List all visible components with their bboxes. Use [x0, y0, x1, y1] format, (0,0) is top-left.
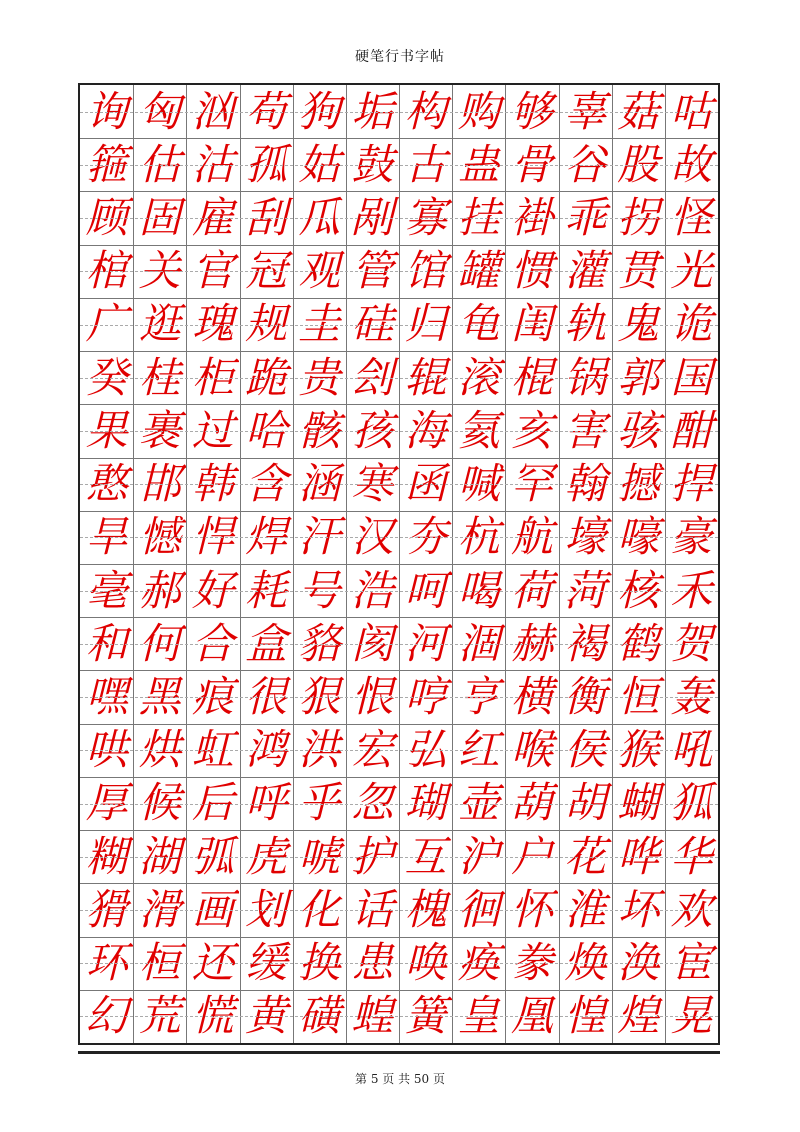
glyph-cell: 还: [191, 938, 234, 988]
glyph-cell: 轰: [670, 672, 713, 722]
glyph-cell: 滑: [138, 884, 181, 934]
glyph-cell: 浩: [351, 565, 394, 615]
glyph-cell: 贵: [298, 352, 341, 402]
row-guide: [80, 112, 718, 113]
glyph-cell: 哼: [404, 672, 447, 722]
glyph-cell: 欢: [670, 884, 713, 934]
glyph-cell: 关: [138, 246, 181, 296]
glyph-cell: 灌: [564, 246, 607, 296]
glyph-cell: 贺: [670, 618, 713, 668]
glyph-cell: 瑰: [191, 299, 234, 349]
glyph-cell: 涵: [298, 459, 341, 509]
glyph-cell: 呵: [404, 565, 447, 615]
row-rule: [80, 138, 718, 139]
row-guide: [80, 910, 718, 911]
glyph-cell: 乖: [564, 193, 607, 243]
glyph-cell: 广: [85, 299, 128, 349]
glyph-cell: 轨: [564, 299, 607, 349]
glyph-cell: 旱: [85, 512, 128, 562]
glyph-cell: 痕: [191, 672, 234, 722]
glyph-cell: 磺: [298, 991, 341, 1041]
glyph-cell: 憨: [85, 459, 128, 509]
glyph-cell: 贯: [617, 246, 660, 296]
glyph-cell: 痪: [457, 938, 500, 988]
glyph-cell: 哈: [245, 405, 288, 455]
row-rule: [80, 830, 718, 831]
glyph-cell: 患: [351, 938, 394, 988]
glyph-cell: 貉: [298, 618, 341, 668]
glyph-cell: 蝗: [351, 991, 394, 1041]
row-guide: [80, 591, 718, 592]
glyph-cell: 逛: [138, 299, 181, 349]
practice-grid: [78, 83, 720, 1045]
glyph-cell: 撼: [617, 459, 660, 509]
glyph-cell: 翰: [564, 459, 607, 509]
glyph-cell: 后: [191, 778, 234, 828]
row-guide: [80, 804, 718, 805]
glyph-cell: 捍: [670, 459, 713, 509]
glyph-cell: 怪: [670, 193, 713, 243]
glyph-cell: 鹤: [617, 618, 660, 668]
glyph-cell: 合: [191, 618, 234, 668]
glyph-cell: 够: [510, 86, 553, 136]
glyph-cell: 号: [298, 565, 341, 615]
glyph-cell: 涸: [457, 618, 500, 668]
glyph-cell: 亨: [457, 672, 500, 722]
glyph-cell: 褐: [564, 618, 607, 668]
glyph-cell: 规: [245, 299, 288, 349]
glyph-cell: 惶: [564, 991, 607, 1041]
row-guide: [80, 537, 718, 538]
row-guide: [80, 750, 718, 751]
glyph-cell: 构: [404, 86, 447, 136]
glyph-cell: 耗: [245, 565, 288, 615]
row-rule: [80, 404, 718, 405]
glyph-cell: 烘: [138, 725, 181, 775]
glyph-cell: 环: [85, 938, 128, 988]
glyph-cell: 和: [85, 618, 128, 668]
glyph-cell: 厚: [85, 778, 128, 828]
glyph-cell: 姑: [298, 139, 341, 189]
glyph-cell: 鸿: [245, 725, 288, 775]
glyph-cell: 唬: [298, 831, 341, 881]
glyph-cell: 焕: [564, 938, 607, 988]
glyph-cell: 化: [298, 884, 341, 934]
glyph-cell: 赫: [510, 618, 553, 668]
glyph-cell: 柜: [191, 352, 234, 402]
glyph-cell: 焊: [245, 512, 288, 562]
glyph-cell: 购: [457, 86, 500, 136]
glyph-cell: 宏: [351, 725, 394, 775]
glyph-cell: 询: [85, 86, 128, 136]
glyph-cell: 吼: [670, 725, 713, 775]
glyph-cell: 汹: [191, 86, 234, 136]
glyph-cell: 海: [404, 405, 447, 455]
glyph-cell: 悍: [191, 512, 234, 562]
glyph-cell: 含: [245, 459, 288, 509]
glyph-cell: 亥: [510, 405, 553, 455]
glyph-cell: 鼓: [351, 139, 394, 189]
glyph-cell: 国: [670, 352, 713, 402]
glyph-cell: 顾: [85, 193, 128, 243]
page-title: 硬笔行书字帖: [355, 49, 445, 65]
row-rule: [80, 245, 718, 246]
row-guide: [80, 857, 718, 858]
glyph-cell: 侯: [564, 725, 607, 775]
glyph-cell: 雇: [191, 193, 234, 243]
row-rule: [80, 564, 718, 565]
page-footer: 第 5 页 共 50 页: [355, 1072, 445, 1086]
glyph-cell: 辊: [404, 352, 447, 402]
glyph-cell: 瓜: [298, 193, 341, 243]
glyph-cell: 画: [191, 884, 234, 934]
glyph-cell: 槐: [404, 884, 447, 934]
glyph-cell: 狠: [298, 672, 341, 722]
glyph-cell: 换: [298, 938, 341, 988]
glyph-cell: 胡: [564, 778, 607, 828]
glyph-cell: 箍: [85, 139, 128, 189]
glyph-cell: 谷: [564, 139, 607, 189]
glyph-cell: 唤: [404, 938, 447, 988]
glyph-cell: 诡: [670, 299, 713, 349]
glyph-cell: 估: [138, 139, 181, 189]
glyph-cell: 刮: [245, 193, 288, 243]
glyph-cell: 骨: [510, 139, 553, 189]
glyph-cell: 蝴: [617, 778, 660, 828]
glyph-cell: 氦: [457, 405, 500, 455]
glyph-cell: 恒: [617, 672, 660, 722]
glyph-cell: 航: [510, 512, 553, 562]
glyph-cell: 晃: [670, 991, 713, 1041]
glyph-cell: 哗: [617, 831, 660, 881]
glyph-cell: 管: [351, 246, 394, 296]
glyph-cell: 坏: [617, 884, 660, 934]
glyph-cell: 蛊: [457, 139, 500, 189]
glyph-cell: 刽: [351, 352, 394, 402]
glyph-cell: 呼: [245, 778, 288, 828]
glyph-cell: 葫: [510, 778, 553, 828]
glyph-cell: 嘿: [85, 672, 128, 722]
glyph-cell: 辜: [564, 86, 607, 136]
glyph-cell: 很: [245, 672, 288, 722]
glyph-cell: 壕: [564, 512, 607, 562]
glyph-cell: 骸: [298, 405, 341, 455]
glyph-cell: 观: [298, 246, 341, 296]
glyph-cell: 恨: [351, 672, 394, 722]
row-guide: [80, 644, 718, 645]
glyph-cell: 淮: [564, 884, 607, 934]
row-rule: [80, 990, 718, 991]
glyph-cell: 函: [404, 459, 447, 509]
glyph-cell: 华: [670, 831, 713, 881]
glyph-cell: 过: [191, 405, 234, 455]
glyph-cell: 乎: [298, 778, 341, 828]
row-guide: [80, 218, 718, 219]
glyph-cell: 皇: [457, 991, 500, 1041]
glyph-cell: 挂: [457, 193, 500, 243]
glyph-cell: 河: [404, 618, 447, 668]
glyph-cell: 洪: [298, 725, 341, 775]
glyph-cell: 汉: [351, 512, 394, 562]
glyph-cell: 菏: [564, 565, 607, 615]
row-guide: [80, 431, 718, 432]
glyph-cell: 果: [85, 405, 128, 455]
glyph-cell: 核: [617, 565, 660, 615]
glyph-cell: 汗: [298, 512, 341, 562]
row-rule: [80, 670, 718, 671]
glyph-cell: 苟: [245, 86, 288, 136]
glyph-cell: 菇: [617, 86, 660, 136]
glyph-cell: 喉: [510, 725, 553, 775]
glyph-cell: 咕: [670, 86, 713, 136]
glyph-cell: 骇: [617, 405, 660, 455]
glyph-cell: 夯: [404, 512, 447, 562]
glyph-cell: 豪: [670, 512, 713, 562]
glyph-cell: 罕: [510, 459, 553, 509]
row-rule: [80, 298, 718, 299]
glyph-cell: 簧: [404, 991, 447, 1041]
glyph-cell: 寒: [351, 459, 394, 509]
glyph-cell: 黑: [138, 672, 181, 722]
row-guide: [80, 697, 718, 698]
glyph-cell: 黄: [245, 991, 288, 1041]
glyph-cell: 横: [510, 672, 553, 722]
glyph-cell: 壶: [457, 778, 500, 828]
glyph-cell: 郭: [617, 352, 660, 402]
row-rule: [80, 724, 718, 725]
glyph-cell: 红: [457, 725, 500, 775]
glyph-cell: 硅: [351, 299, 394, 349]
glyph-cell: 惯: [510, 246, 553, 296]
glyph-cell: 癸: [85, 352, 128, 402]
glyph-cell: 阂: [351, 618, 394, 668]
glyph-cell: 虎: [245, 831, 288, 881]
glyph-cell: 鬼: [617, 299, 660, 349]
row-rule: [80, 777, 718, 778]
glyph-cell: 韩: [191, 459, 234, 509]
glyph-cell: 固: [138, 193, 181, 243]
glyph-cell: 孩: [351, 405, 394, 455]
glyph-cell: 猾: [85, 884, 128, 934]
row-guide: [80, 378, 718, 379]
glyph-cell: 喝: [457, 565, 500, 615]
glyph-cell: 煌: [617, 991, 660, 1041]
glyph-cell: 馆: [404, 246, 447, 296]
glyph-cell: 护: [351, 831, 394, 881]
glyph-cell: 话: [351, 884, 394, 934]
glyph-cell: 毫: [85, 565, 128, 615]
glyph-cell: 孤: [245, 139, 288, 189]
glyph-cell: 狐: [670, 778, 713, 828]
glyph-cell: 闺: [510, 299, 553, 349]
glyph-cell: 缓: [245, 938, 288, 988]
glyph-cell: 锅: [564, 352, 607, 402]
glyph-cell: 憾: [138, 512, 181, 562]
glyph-cell: 弘: [404, 725, 447, 775]
glyph-cell: 禾: [670, 565, 713, 615]
row-guide: [80, 963, 718, 964]
row-guide: [80, 325, 718, 326]
row-rule: [80, 511, 718, 512]
glyph-cell: 涣: [617, 938, 660, 988]
glyph-cell: 衡: [564, 672, 607, 722]
glyph-cell: 好: [191, 565, 234, 615]
row-rule: [80, 617, 718, 618]
glyph-cell: 慌: [191, 991, 234, 1041]
glyph-cell: 宦: [670, 938, 713, 988]
row-guide: [80, 165, 718, 166]
glyph-cell: 沽: [191, 139, 234, 189]
row-guide: [80, 1016, 718, 1017]
glyph-cell: 滚: [457, 352, 500, 402]
glyph-cell: 糊: [85, 831, 128, 881]
glyph-cell: 喊: [457, 459, 500, 509]
glyph-cell: 冠: [245, 246, 288, 296]
glyph-cell: 圭: [298, 299, 341, 349]
glyph-cell: 邯: [138, 459, 181, 509]
glyph-cell: 杭: [457, 512, 500, 562]
glyph-cell: 沪: [457, 831, 500, 881]
glyph-cell: 徊: [457, 884, 500, 934]
row-guide: [80, 271, 718, 272]
glyph-cell: 户: [510, 831, 553, 881]
glyph-cell: 互: [404, 831, 447, 881]
glyph-cell: 何: [138, 618, 181, 668]
row-rule: [80, 351, 718, 352]
glyph-cell: 郝: [138, 565, 181, 615]
glyph-cell: 裹: [138, 405, 181, 455]
glyph-cell: 忽: [351, 778, 394, 828]
row-rule: [80, 458, 718, 459]
glyph-cell: 幻: [85, 991, 128, 1041]
glyph-cell: 瑚: [404, 778, 447, 828]
glyph-cell: 跪: [245, 352, 288, 402]
glyph-cell: 光: [670, 246, 713, 296]
glyph-cell: 古: [404, 139, 447, 189]
glyph-cell: 狗: [298, 86, 341, 136]
glyph-cell: 棍: [510, 352, 553, 402]
glyph-cell: 归: [404, 299, 447, 349]
glyph-cell: 桂: [138, 352, 181, 402]
glyph-cell: 匈: [138, 86, 181, 136]
glyph-cell: 棺: [85, 246, 128, 296]
glyph-cell: 哄: [85, 725, 128, 775]
glyph-cell: 猴: [617, 725, 660, 775]
glyph-cell: 候: [138, 778, 181, 828]
glyph-cell: 拐: [617, 193, 660, 243]
glyph-cell: 荒: [138, 991, 181, 1041]
glyph-cell: 垢: [351, 86, 394, 136]
row-rule: [80, 191, 718, 192]
glyph-cell: 嚎: [617, 512, 660, 562]
glyph-cell: 凰: [510, 991, 553, 1041]
glyph-cell: 故: [670, 139, 713, 189]
row-guide: [80, 484, 718, 485]
glyph-cell: 剐: [351, 193, 394, 243]
glyph-cell: 害: [564, 405, 607, 455]
glyph-cell: 花: [564, 831, 607, 881]
bottom-rule: [78, 1051, 720, 1054]
glyph-cell: 虹: [191, 725, 234, 775]
glyph-cell: 弧: [191, 831, 234, 881]
glyph-cell: 划: [245, 884, 288, 934]
glyph-cell: 豢: [510, 938, 553, 988]
row-rule: [80, 883, 718, 884]
glyph-cell: 酣: [670, 405, 713, 455]
row-rule: [80, 937, 718, 938]
glyph-cell: 怀: [510, 884, 553, 934]
glyph-cell: 桓: [138, 938, 181, 988]
glyph-cell: 龟: [457, 299, 500, 349]
glyph-cell: 罐: [457, 246, 500, 296]
glyph-cell: 湖: [138, 831, 181, 881]
glyph-cell: 股: [617, 139, 660, 189]
glyph-cell: 褂: [510, 193, 553, 243]
glyph-cell: 盒: [245, 618, 288, 668]
glyph-cell: 荷: [510, 565, 553, 615]
glyph-cell: 官: [191, 246, 234, 296]
glyph-cell: 寡: [404, 193, 447, 243]
